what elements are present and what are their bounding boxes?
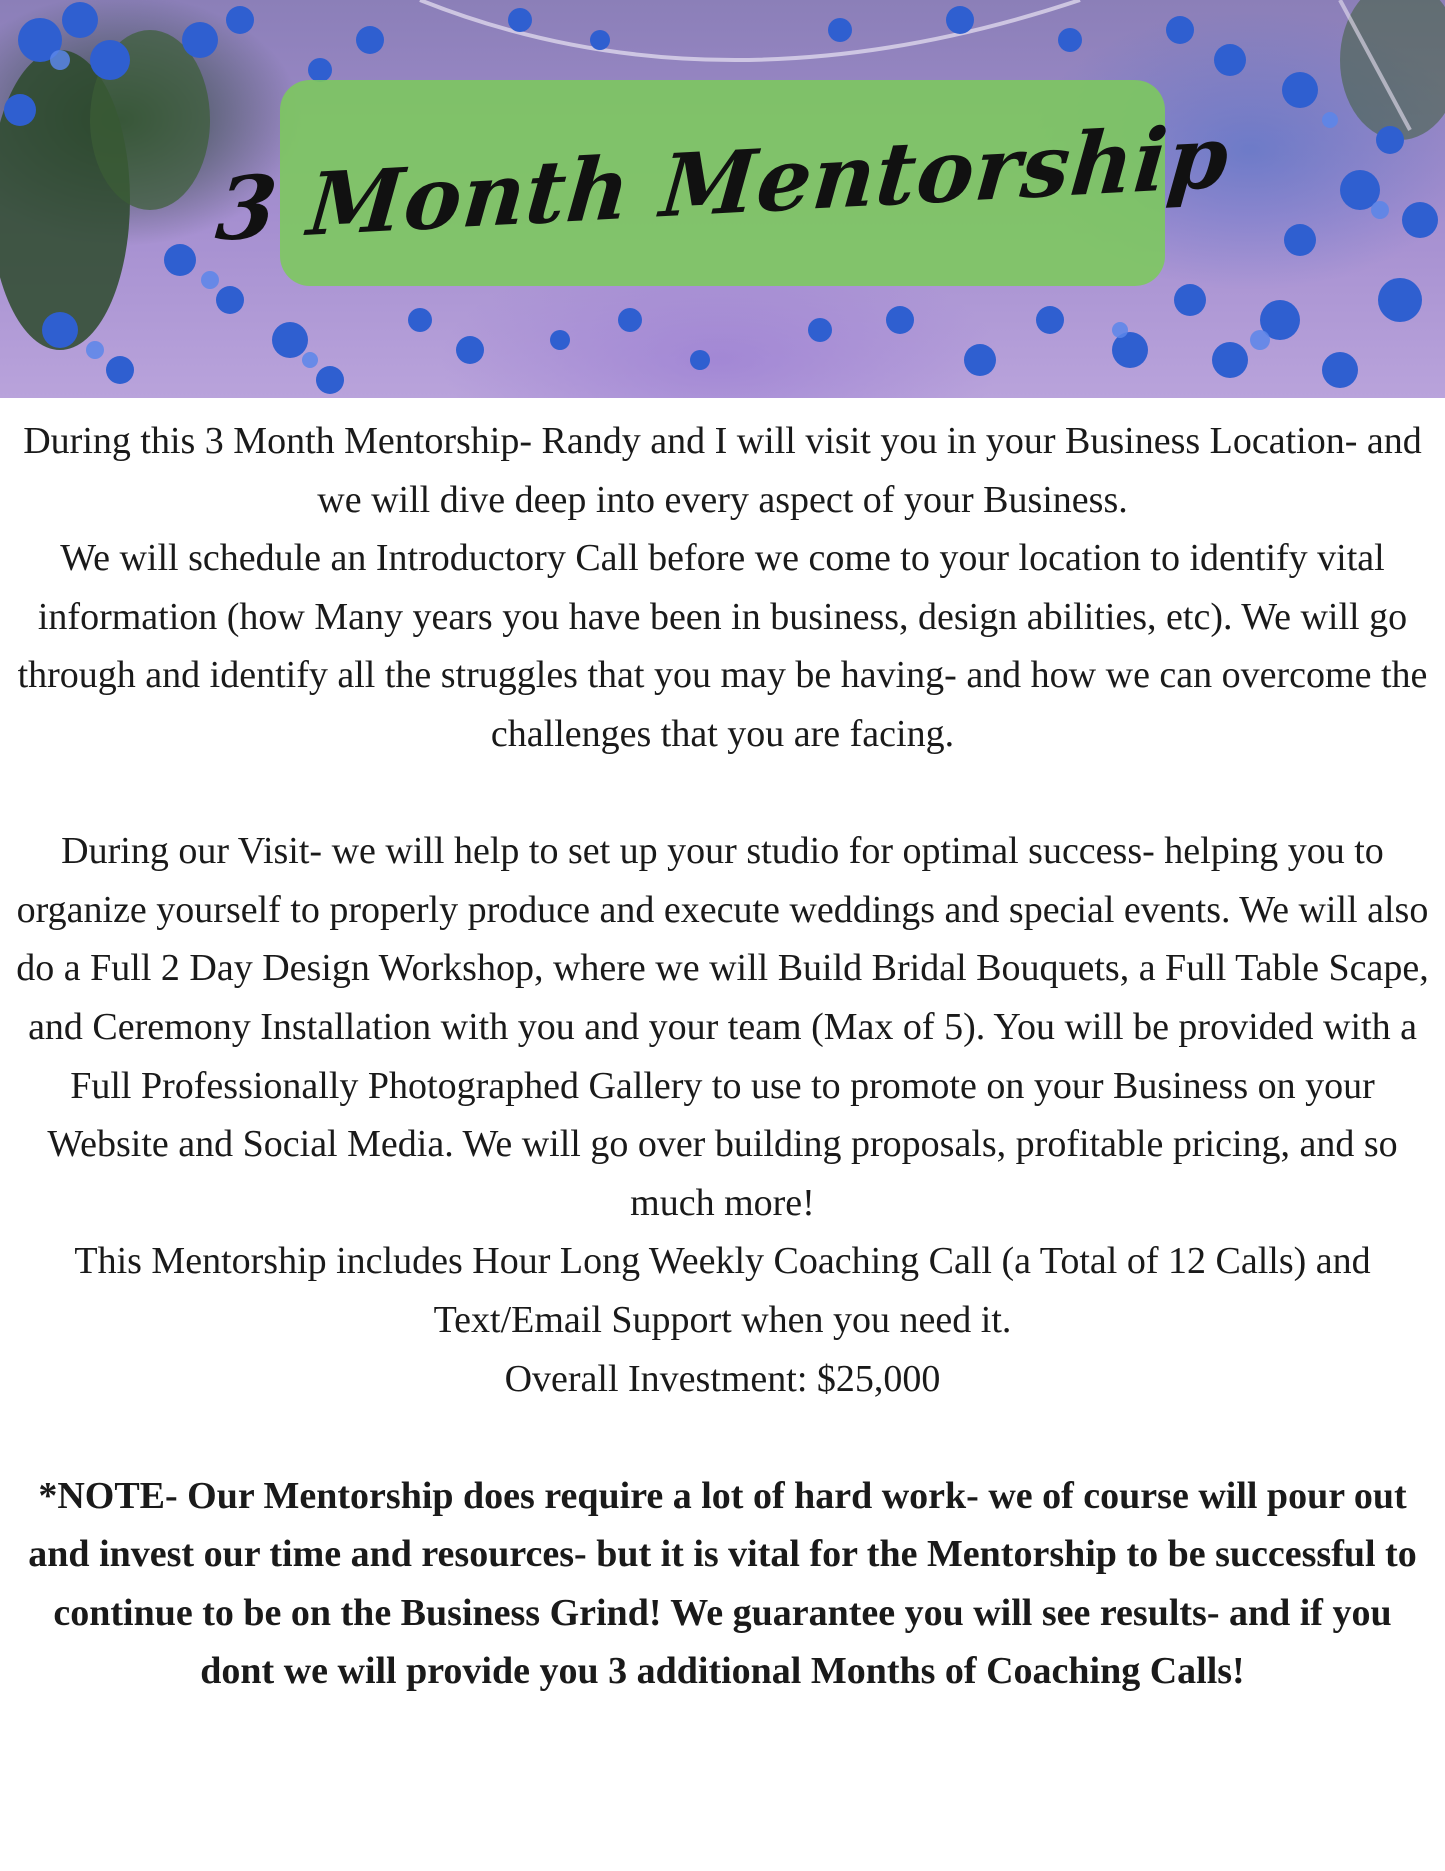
- description-body: [14, 412, 1431, 1701]
- title-banner: [211, 80, 1234, 286]
- spacer: [14, 764, 1431, 823]
- note-paragraph: *NOTE- Our Mentorship does require a lot of hard work- we of course will pour out and invest our time and resources- but it is vital for the Mentorship to be successful to continue to be on the Business Grind! We guarantee you will see results- and if you dont we will provide you 3 additional Months of Coaching Calls!: [28, 1474, 1417, 1693]
- investment-price: Overall Investment: $25,000: [504, 1357, 941, 1400]
- coaching-paragraph: This Mentorship includes Hour Long Weekly Coaching Call (a Total of 12 Calls) and Text/Email Support when you need it.: [74, 1240, 1371, 1341]
- page-title: 3 Month Mentorship: [211, 105, 1234, 261]
- header-photo: [0, 0, 1445, 398]
- introductory-call-paragraph: We will schedule an Introductory Call before we come to your location to identify vital information (how Many years you have been in business, design abilities, etc). We will go through and identify all the struggles that you may be having- and how we can overcome the challenges that you are facing.: [17, 537, 1428, 755]
- spacer: [14, 1408, 1431, 1467]
- intro-paragraph: During this 3 Month Mentorship- Randy and I will visit you in your Business Location- and we will dive deep into every aspect of your Business.: [23, 420, 1422, 521]
- visit-paragraph: During our Visit- we will help to set up your studio for optimal success- helping you to organize yourself to properly produce and execute weddings and special events. We will also do a Full 2 Day Design Workshop, where we will Build Bridal Bouquets, a Full Table Scape, and Ceremony Installation with you and your team (Max of 5). You will be provided with a Full Professionally Photographed Gallery to use to promote on your Business on your Website and Social Media. We will go over building proposals, profitable pricing, and so much more!: [16, 830, 1429, 1224]
